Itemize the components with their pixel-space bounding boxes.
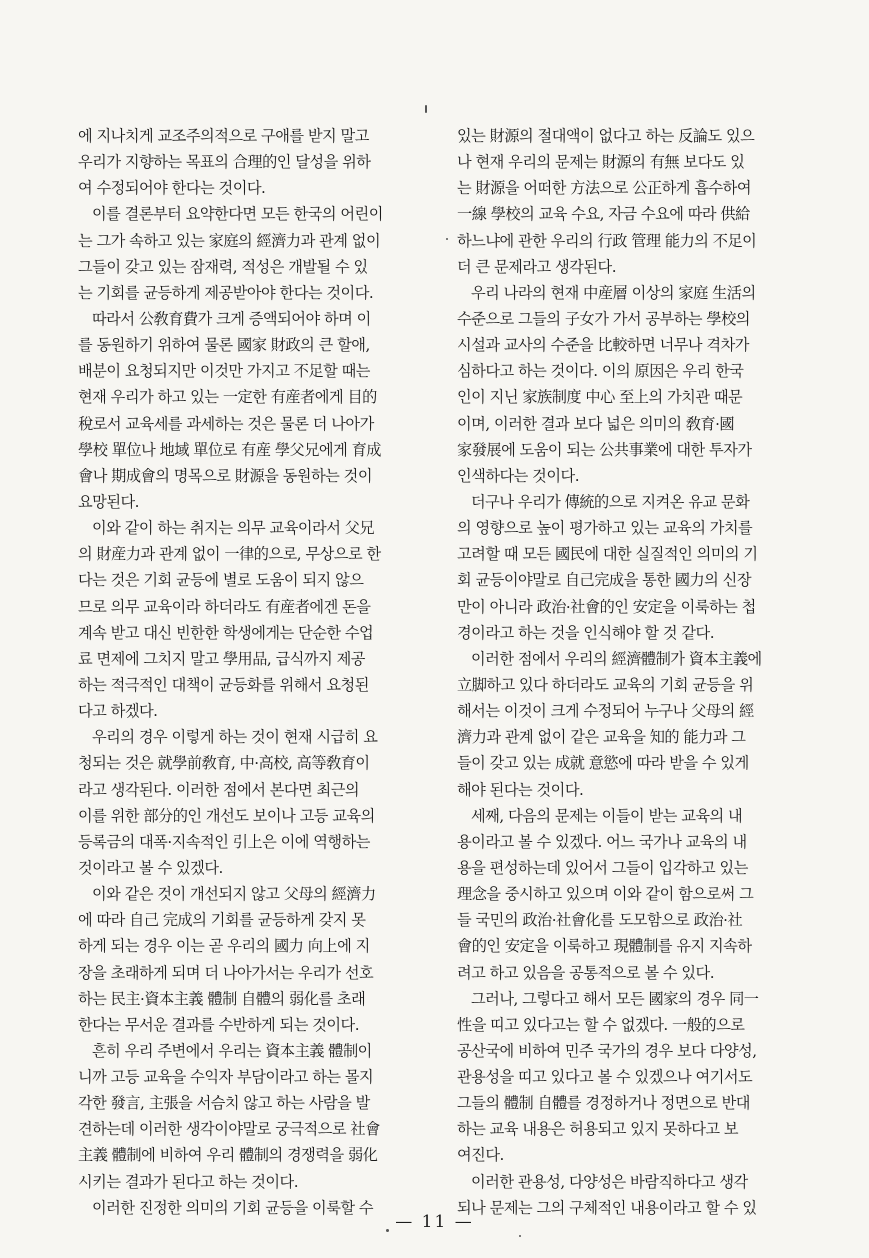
text-line: 우리의 경우 이렇게 하는 것이 현재 시급히 요 xyxy=(92,728,378,747)
scan-speck xyxy=(386,1229,389,1232)
text-line: 여진다. xyxy=(457,1146,504,1165)
text-line: 이를 위한 部分的인 개선도 보이나 고등 교육의 xyxy=(78,806,375,825)
page-number: — 11 — xyxy=(395,1212,474,1232)
text-line: 관용성을 띠고 있다고 볼 수 있겠으나 여기서도 xyxy=(457,1068,753,1087)
text-line: 들 국민의 政治·社會化를 도모함으로 政治·社 xyxy=(457,911,743,930)
text-line: 있는 財源의 절대액이 없다고 하는 反論도 있으 xyxy=(457,127,755,145)
text-line: 따라서 公敎育費가 크게 증액되어야 하며 이 xyxy=(92,309,371,328)
text-line: 므로 의무 교육이라 하더라도 有産者에겐 돈을 xyxy=(78,597,371,616)
text-line: 이와 같은 것이 개선되지 않고 父母의 經濟力 xyxy=(92,885,376,904)
text-line: 이며, 이러한 결과 보다 넓은 의미의 敎育·國 xyxy=(457,414,735,433)
text-line: 해서는 이것이 크게 수정되어 누구나 父母의 經 xyxy=(457,702,754,721)
text-line: 인색하다는 것이다. xyxy=(457,466,580,485)
text-line: 다는 것은 기회 균등에 별로 도움이 되지 않으 xyxy=(78,571,364,590)
scan-speck xyxy=(425,105,427,113)
text-line: 에 따라 自己 完成의 기회를 균등하게 갖지 못 xyxy=(78,911,366,930)
text-line: 들이 갖고 있는 成就 意慾에 따라 받을 수 있게 xyxy=(457,754,749,773)
text-line: 이러한 점에서 우리의 經濟體制가 資本主義에 xyxy=(471,649,762,668)
text-line: 다고 하겠다. xyxy=(78,702,158,721)
text-line: 이를 결론부터 요약한다면 모든 한국의 어린이 xyxy=(92,205,383,224)
text-line: 수준으로 그들의 子女가 가서 공부하는 學校의 xyxy=(457,309,750,328)
text-line: 會나 期成會의 명목으로 財源을 동원하는 것이 xyxy=(78,466,372,485)
text-line: 라고 생각된다. 이러한 점에서 본다면 최근의 xyxy=(78,780,360,799)
text-line: 더구나 우리가 傳統的으로 지켜온 유교 문화 xyxy=(471,492,750,511)
text-line: 를 동원하기 위하여 물론 國家 財政의 큰 할애, xyxy=(78,336,370,355)
text-line: 이러한 진정한 의미의 기회 균등을 이룩할 수 xyxy=(92,1198,374,1217)
text-line: 만이 아니라 政治·社會的인 安定을 이룩하는 첩 xyxy=(457,597,756,616)
text-line: 공산국에 비하여 민주 국가의 경우 보다 다양성, xyxy=(457,1041,757,1060)
left-column xyxy=(78,123,436,1221)
text-line: 배분이 요청되지만 이것만 가지고 不足할 때는 xyxy=(78,362,370,381)
text-line: 계속 받고 대신 빈한한 학생에게는 단순한 수업 xyxy=(78,623,374,642)
text-line: 우리가 지향하는 목표의 合理的인 달성을 위하 xyxy=(78,153,371,172)
text-line: 세째, 다음의 문제는 이들이 받는 교육의 내 xyxy=(471,806,743,825)
text-line: 견하는데 이러한 생각이야말로 궁극적으로 社會 xyxy=(78,1120,380,1139)
text-line: 이와 같이 하는 취지는 의무 교육이라서 父兄 xyxy=(92,519,375,538)
text-line: 하는 民主·資本主義 體制 自體의 弱化를 초래 xyxy=(78,989,366,1008)
text-line: 시키는 결과가 된다고 하는 것이다. xyxy=(78,1172,299,1191)
text-line: 理念을 중시하고 있으며 이와 같이 함으로써 그 xyxy=(457,885,754,904)
text-line: 의 財産力과 관계 없이 一律的으로, 무상으로 한 xyxy=(78,545,381,564)
text-line: 主義 體制에 비하여 우리 體制의 경쟁력을 弱化 xyxy=(78,1146,378,1165)
text-line: 흔히 우리 주변에서 우리는 資本主義 體制이 xyxy=(92,1041,372,1060)
text-line: 등록금의 대폭·지속적인 引上은 이에 역행하는 xyxy=(78,832,370,851)
text-line: 性을 띠고 있다고는 할 수 없겠다. 一般的으로 xyxy=(457,1015,745,1034)
text-line: 현재 우리가 하고 있는 一定한 有産者에게 目的 xyxy=(78,388,377,407)
scan-speck xyxy=(446,238,448,240)
text-line: 한다는 무서운 결과를 수반하게 되는 것이다. xyxy=(78,1015,360,1034)
text-line: 는 기회를 균등하게 제공받아야 한다는 것이다. xyxy=(78,283,374,302)
text-line: 의 영향으로 높이 평가하고 있는 교육의 가치를 xyxy=(457,519,753,538)
text-line: 그러나, 그렇다고 해서 모든 國家의 경우 同一 xyxy=(471,989,759,1008)
text-line: 하는 적극적인 대책이 균등화를 위해서 요청된 xyxy=(78,675,369,694)
text-line: 우리 나라의 현재 中産層 이상의 家庭 生活의 xyxy=(471,283,756,302)
text-line: 하느냐에 관한 우리의 行政 管理 能力의 不足이 xyxy=(457,231,757,250)
text-line: 심하다고 하는 것이다. 이의 原因은 우리 한국 xyxy=(457,362,744,381)
text-line: 家發展에 도움이 되는 公共事業에 대한 투자가 xyxy=(457,440,752,459)
text-line: 청되는 것은 就學前敎育, 中·高校, 高等敎育이 xyxy=(78,754,370,773)
text-line: 여 수정되어야 한다는 것이다. xyxy=(78,179,266,198)
text-line: 이러한 관용성, 다양성은 바람직하다고 생각 xyxy=(471,1172,748,1191)
text-line: 는 財源을 어떠한 方法으로 公正하게 흡수하여 xyxy=(457,179,751,198)
text-line: 一線 學校의 교육 수요, 자금 수요에 따라 供給 xyxy=(457,205,750,224)
text-line: 각한 發言, 主張을 서슴치 않고 하는 사람을 발 xyxy=(78,1094,370,1113)
text-line: 요망된다. xyxy=(78,492,140,511)
text-line: 것이라고 볼 수 있겠다. xyxy=(78,858,223,877)
text-line: 는 그가 속하고 있는 家庭의 經濟力과 관계 없이 xyxy=(78,231,381,250)
text-line: 장을 초래하게 되며 더 나아가서는 우리가 선호 xyxy=(78,963,374,982)
text-line: 그들의 體制 自體를 경정하거나 정면으로 반대 xyxy=(457,1094,750,1113)
text-line: 나 현재 우리의 문제는 財源의 有無 보다도 있 xyxy=(457,153,745,172)
text-line: 더 큰 문제라고 생각된다. xyxy=(457,257,617,276)
text-line: 고려할 때 모든 國民에 대한 실질적인 의미의 기 xyxy=(457,545,758,564)
text-line: 해야 된다는 것이다. xyxy=(457,780,584,799)
text-line: 會的인 安定을 이룩하고 現體制를 유지 지속하 xyxy=(457,937,752,956)
text-line: 하는 교육 내용은 허용되고 있지 못하다고 보 xyxy=(457,1120,739,1139)
text-line: 경이라고 하는 것을 인식해야 할 것 같다. xyxy=(457,623,715,642)
scan-speck xyxy=(519,1235,521,1237)
text-line: 니까 고등 교육을 수익자 부담이라고 하는 몰지 xyxy=(78,1068,374,1087)
text-line: 료 면제에 그치지 말고 學用品, 급식까지 제공 xyxy=(78,649,365,668)
text-line: 學校 單位나 地域 單位로 有産 學父兄에게 育成 xyxy=(78,440,381,459)
text-line: 立脚하고 있다 하더라도 교육의 기회 균등을 위 xyxy=(457,675,754,694)
text-line: 용을 편성하는데 있어서 그들이 입각하고 있는 xyxy=(457,858,748,877)
text-line: 시설과 교사의 수준을 比較하면 너무나 격차가 xyxy=(457,336,749,355)
text-line: 에 지나치게 교조주의적으로 구애를 받지 말고 xyxy=(78,127,369,145)
text-line: 그들이 갖고 있는 잠재력, 적성은 개발될 수 있 xyxy=(78,257,368,276)
text-line: 濟力과 관계 없이 같은 교육을 知的 能力과 그 xyxy=(457,728,746,747)
text-line: 용이라고 볼 수 있겠다. 어느 국가나 교육의 내 xyxy=(457,832,747,851)
text-line: 회 균등이야말로 自己完成을 통한 國力의 신장 xyxy=(457,571,751,590)
text-line: 稅로서 교육세를 과세하는 것은 물론 더 나아가 xyxy=(78,414,374,433)
text-line: 되나 문제는 그의 구체적인 내용이라고 할 수 있 xyxy=(457,1198,757,1217)
text-line: 려고 하고 있음을 공통적으로 볼 수 있다. xyxy=(457,963,715,982)
text-line: 인이 지닌 家族制度 中心 至上의 가치관 때문 xyxy=(457,388,743,407)
right-column xyxy=(457,123,815,1221)
text-line: 하게 되는 경우 이는 곧 우리의 國力 向上에 지 xyxy=(78,937,370,956)
